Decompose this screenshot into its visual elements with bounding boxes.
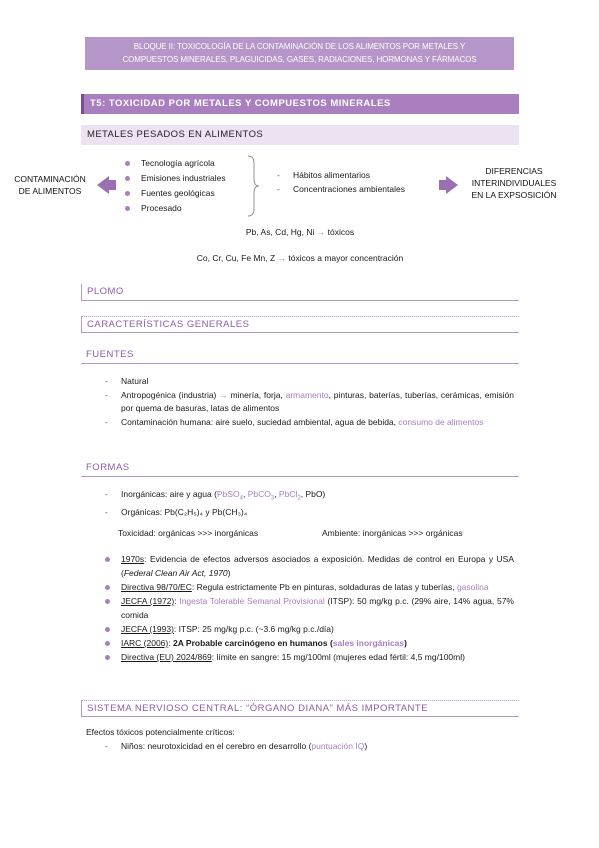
fuentes-heading: FUENTES xyxy=(81,347,519,364)
diferencias-label xyxy=(464,165,564,201)
fuente-highlight: consumo de alimentos xyxy=(398,416,484,427)
formula-text: PbSO xyxy=(216,489,240,499)
fuente-natural: Natural xyxy=(121,376,149,386)
toxicidad-comparison: Toxicidad: orgánicas >>> inorgánicas xyxy=(118,528,259,538)
list-item xyxy=(103,622,514,636)
list-item xyxy=(103,389,514,416)
list-item: - Concentraciones ambientales xyxy=(275,183,435,197)
topic-title: T5: TOXICIDAD POR METALES Y COMPUESTOS MINERALES xyxy=(81,94,519,114)
separator: , xyxy=(242,489,248,499)
list-item xyxy=(103,740,514,754)
formula-sub: 3 xyxy=(270,495,275,502)
formula-sub: 2 xyxy=(297,495,301,502)
list-item: Emisiones industriales xyxy=(123,171,253,186)
diferencias-label-line-2: INTERINDIVIDUALES xyxy=(471,178,557,188)
list-item xyxy=(103,650,514,664)
snc-text: ) xyxy=(364,741,368,751)
arrow-glyph: → xyxy=(219,389,228,400)
snc-list xyxy=(103,740,514,754)
metales-section-title: METALES PESADOS EN ALIMENTOS xyxy=(81,125,519,145)
formas-list xyxy=(103,488,514,520)
fuente-text: Antropogénica (industria) xyxy=(121,389,220,400)
formula-text: PbCO xyxy=(247,489,271,499)
forma-organica: Orgánicas: Pb(C₂H₅)₄ y Pb(CH₃)₄ xyxy=(121,507,248,518)
regulation-ref: Directiva (EU) 2024/869 xyxy=(121,652,212,662)
snc-heading: SISTEMA NERVIOSO CENTRAL: “ÓRGANO DIANA” MÁS IMPORTANTE xyxy=(81,700,519,717)
toxic-metals: Pb, As, Cd, Hg, Ni xyxy=(245,227,315,237)
factors-list xyxy=(275,169,435,196)
regulation-text: ) xyxy=(227,568,231,578)
diferencias-label-line-1: DIFERENCIAS xyxy=(485,166,543,176)
regulation-list xyxy=(103,552,514,664)
regulation-ref: IARC (2006) xyxy=(121,638,169,648)
arrow-glyph: → xyxy=(316,227,326,237)
list-item: Tecnología agrícola xyxy=(123,156,253,171)
fuente-text: minería, forja, xyxy=(227,389,286,400)
toxic-line-1 xyxy=(80,227,520,237)
left-arrow-icon xyxy=(97,176,119,194)
fuente-text: Contaminación humana: aire suelo, suciedad ambiental, agua de bebida, xyxy=(121,416,399,427)
regulation-text: : Regula estrictamente Pb en pinturas, soldaduras de latas y tuberías, xyxy=(191,582,457,592)
snc-highlight: puntuación IQ xyxy=(311,741,365,751)
regulation-italic: Federal Clean Air Act, 1970 xyxy=(123,568,228,578)
regulation-text: (ITSP): 50 mg/kg p.c. (29% aire, 14% agua, 57% comida xyxy=(121,596,514,620)
ambiente-comparison: Ambiente: inorgánicas >>> orgánicas xyxy=(322,528,463,538)
toxic-metals: Co, Cr, Cu, Fe Mn, Z xyxy=(196,253,276,263)
plomo-heading: PLOMO xyxy=(81,284,519,301)
contaminacion-label-line-2: DE ALIMENTOS xyxy=(18,186,82,196)
formula-pbco3 xyxy=(247,489,275,502)
regulation-ref: JECFA (1972) xyxy=(121,596,175,606)
formas-heading: FORMAS xyxy=(81,460,519,477)
regulation-text: : ITSP: 25 mg/kg p.c. (~3.6 mg/kg p.c./día) xyxy=(173,624,334,634)
fuente-text: , pinturas, baterías, tuberías, cerámicas, emisión por quema de basuras, latas de alimentos xyxy=(121,389,514,413)
snc-intro: Efectos tóxicos potencialmente críticos: xyxy=(86,727,235,737)
contaminacion-label xyxy=(6,173,94,197)
caracteristicas-heading: CARACTERÍSTICAS GENERALES xyxy=(81,316,519,333)
banner-line-2: COMPUESTOS MINERALES, PLAGUICIDAS, GASES, RADIACIONES, HORMONAS Y FÁRMACOS xyxy=(122,54,477,64)
list-item xyxy=(103,636,514,650)
regulation-bold: 2A Probable carcinógeno en humanos ( xyxy=(172,638,333,648)
toxic-text: tóxicos xyxy=(325,227,355,237)
regulation-bold: ) xyxy=(404,638,407,648)
document-banner xyxy=(85,37,514,70)
toxic-line-2 xyxy=(80,253,520,263)
regulation-text: : xyxy=(168,638,173,648)
formula-pbcl2 xyxy=(278,489,301,502)
regulation-text: : límite en sangre: 15 mg/100ml (mujeres edad fértil: 4,5 mg/100ml) xyxy=(211,652,465,662)
formula-pbso4 xyxy=(216,489,243,502)
list-item: - Hábitos alimentarios xyxy=(275,169,435,183)
regulation-highlight: gasolina xyxy=(456,582,489,592)
sources-list xyxy=(123,156,253,216)
right-arrow-icon xyxy=(438,176,460,194)
forma-text: , PbO) xyxy=(300,489,326,499)
list-item: Procesado xyxy=(123,201,253,216)
fuentes-list xyxy=(103,375,514,429)
formula-text: PbCl xyxy=(278,489,298,499)
forma-text: Inorgánicas: aire y agua ( xyxy=(121,489,217,499)
list-item xyxy=(103,375,514,389)
brace-icon xyxy=(246,155,260,217)
regulation-highlight: sales inorgánicas xyxy=(332,638,405,648)
arrow-glyph: → xyxy=(277,253,287,263)
banner-line-1: BLOQUE II: TOXICOLOGÍA DE LA CONTAMINACIÓN DE LOS ALIMENTOS POR METALES Y xyxy=(133,42,466,51)
contaminacion-label-line-1: CONTAMINACIÓN xyxy=(14,174,86,184)
list-item xyxy=(103,506,514,520)
snc-text: Niños: neurotoxicidad en el cerebro en desarrollo ( xyxy=(121,741,312,751)
regulation-ref: JECFA (1993) xyxy=(121,624,174,634)
regulation-text: : Evidencia de efectos adversos asociados a exposición. Medidas de control en Europa y USA ( xyxy=(121,554,514,578)
toxic-text: tóxicos a mayor concentración xyxy=(286,253,404,263)
list-item xyxy=(103,416,514,430)
list-item xyxy=(103,594,514,622)
fuente-highlight: armamento xyxy=(285,389,329,400)
list-item xyxy=(103,580,514,594)
regulation-ref: Directiva 98/70/EC xyxy=(121,582,192,592)
regulation-highlight: Ingesta Tolerable Semanal Provisional xyxy=(179,596,325,606)
regulation-ref: 1970s xyxy=(121,554,145,564)
list-item xyxy=(103,552,514,580)
list-item: Fuentes geológicas xyxy=(123,186,253,201)
diferencias-label-line-3: EN LA EXPSOSICIÓN xyxy=(471,190,557,200)
formula-sub: 4 xyxy=(239,495,243,502)
list-item xyxy=(103,488,514,506)
regulation-text: : xyxy=(174,596,180,606)
separator: , xyxy=(274,489,279,499)
